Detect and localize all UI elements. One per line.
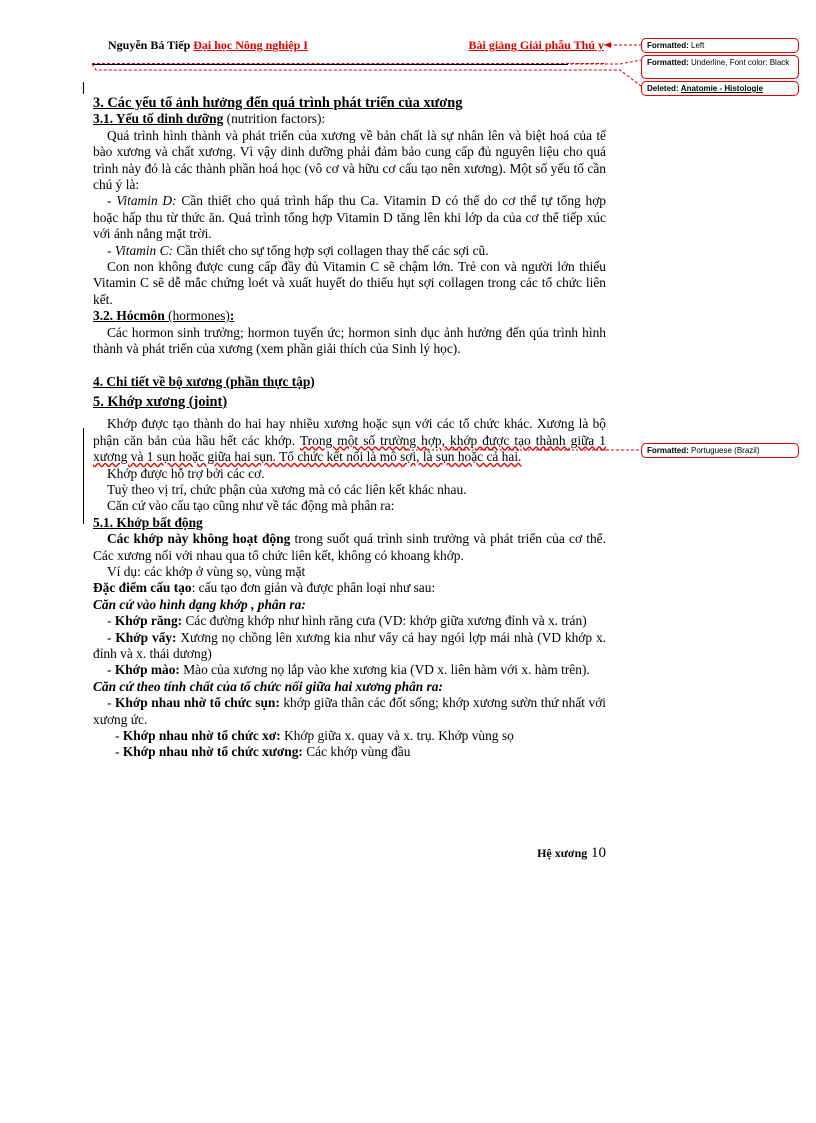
item-khop-xuong: - Khớp nhau nhờ tổ chức xương: Các khớp vùng đầu [115, 744, 411, 760]
header-author: Nguyễn Bá Tiếp [108, 38, 191, 52]
comment-balloon[interactable] [641, 81, 799, 96]
section-5-title: 5. Khớp xương (joint) [93, 393, 228, 410]
vitamin-d-label: Vitamin D: [116, 193, 177, 209]
section-3-title: 3. Các yếu tố ảnh hưởng đến quá trình phát triển của xương [93, 95, 463, 111]
fixed-joint-bold: Các khớp này không hoạt động [107, 531, 291, 547]
khop-sun-text: khớp giữa thân các đốt sống; khớp xương sườn thứ nhất với xương ức. [93, 695, 607, 727]
paragraph-vitamin-d: - Vitamin D: Cần thiết cho quá trình hấp thu Ca. Vitamin D có thể do cơ thể tự tổng hợp hoặc hấp thu từ thức ăn. Quá trình tổng hợp Vitamin D tăng lên khi lớp da của cơ thể tiếp xúc với ánh nắng mặt trời. [93, 193, 606, 242]
comment-text: Left [691, 41, 705, 50]
comment-label: Formatted: [647, 41, 689, 50]
section-3-2-title: 3.2. Hócmôn [93, 308, 165, 324]
comment-balloon[interactable] [641, 38, 799, 53]
vitamin-d-text: Cần thiết cho quá trình hấp thu Ca. Vitamin D có thể do cơ thể tự tổng hợp hoặc hấp thu từ thức ăn. Quá trình tổng hợp Vitamin D tăng lên khi lớp da của cơ thể tiếp xúc với ánh nắng mặt trời. [93, 193, 606, 242]
comment-balloon[interactable] [641, 443, 799, 458]
item-khop-mao: - Khớp mào: Mào của xương nọ lắp vào khe xương kia (VD x. liên hàm với x. hàm trên). [107, 662, 590, 678]
khop-mao-label: Khớp mào: [114, 662, 180, 678]
page-number: 10 [591, 845, 606, 861]
section-3-2-heading [93, 308, 606, 324]
spacer [93, 358, 606, 374]
paragraph: Tuỳ theo vị trí, chức phận của xương mà có các liên kết khác nhau. [107, 481, 467, 497]
footer-chapter: Hệ xương [537, 846, 588, 860]
comment-label: Formatted: [647, 446, 689, 455]
joint-intro-b: Trong một số trường hợp, khớp được tạo thành giữa 1 xương và 1 sụn hoặc giữa hai sụn. Tổ chức kết nối là mô sợi, là sụn hoặc cả hai. [93, 432, 607, 465]
khop-rang-label: Khớp răng: [114, 613, 183, 629]
khop-rang-text: Các đường khớp như hình răng cưa (VD: khớp giữa xương đỉnh và x. trán) [182, 613, 587, 629]
khop-xuong-text: Các khớp vùng đầu [302, 744, 411, 760]
section-5-1-title: 5.1. Khớp bất động [93, 514, 203, 530]
khop-xuong-label: Khớp nhau nhờ tổ chức xương: [122, 744, 303, 760]
khop-vay-text: Xương nọ chồng lên xương kia như vẩy cá hay ngói lợp mái nhà (VD khớp x. đỉnh và x. thái dương) [93, 629, 607, 661]
item-khop-vay: - Khớp vẩy: Xương nọ chồng lên xương kia như vẩy cá hay ngói lợp mái nhà (VD khớp x. đỉnh và x. thái dương) [93, 629, 607, 661]
shape-heading: Căn cứ vào hình dạng khớp , phân ra: [93, 596, 306, 612]
khop-sun-label: Khớp nhau nhờ tổ chức sụn: [115, 695, 280, 711]
paragraph: Ví dụ: các khớp ở vùng sọ, vùng mặt [107, 563, 306, 579]
paragraph-features [93, 580, 606, 596]
item-khop-xo: - Khớp nhau nhờ tổ chức xơ: Khớp giữa x. quay và x. trụ. Khớp vùng sọ [115, 728, 514, 744]
features-text: : cấu tạo đơn giản và được phân loại như sau: [191, 580, 436, 596]
khop-xo-label: Khớp nhau nhờ tổ chức xơ: [122, 728, 281, 744]
paragraph-fixed-joint [93, 531, 606, 564]
khop-vay-label: Khớp vẩy: [115, 629, 177, 645]
tissue-heading: Căn cứ theo tính chất của tổ chức nối giữa hai xương phân ra: [93, 678, 443, 694]
comment-label: Formatted: [647, 58, 689, 67]
page-footer [520, 845, 606, 862]
section-3-1-title: 3.1. Yếu tố dinh dưỡng [93, 111, 224, 127]
header-university: Đại học Nông nghiệp I [193, 38, 308, 52]
comment-label: Deleted: [647, 84, 679, 93]
fixed-joint-text: trong suốt quá trình sinh trưởng và phát triển của cơ thể. Các xương nối với nhau qua tổ chức liên kết, không có khoang khớp. [93, 531, 606, 563]
item-khop-rang: - Khớp răng: Các đường khớp như hình răng cưa (VD: khớp giữa xương đỉnh và x. trán) [107, 613, 587, 629]
paragraph: Căn cứ vào cấu tạo cũng như về tác động mà phân ra: [107, 498, 395, 514]
header-course: Bài giảng Giải phẫu Thú y [468, 38, 604, 52]
comment-balloon[interactable] [641, 55, 799, 79]
item-khop-sun: - Khớp nhau nhờ tổ chức sụn: khớp giữa thân các đốt sống; khớp xương sườn thứ nhất với xương ức. [93, 695, 607, 727]
joint-intro-a: Khớp được tạo thành do hai hay nhiều xương hoặc sụn với các tổ chức khác. Xương là bộ phận căn bản của hầu hết các khớp. [93, 416, 606, 448]
paragraph: Quá trình hình thành và phát triển của xương về bản chất là sự nhân lên và biệt hoá của tế bào xương và chất xương. Vì vậy dinh dưỡng phải đảm bảo cung cấp đủ nguyên liệu cho quá trình này đó là các thành phần hoá học (vô cơ và hữu cơ cấu tạo nên xương). Một số yếu tố cần chú ý là: [93, 127, 606, 193]
khop-mao-text: Mào của xương nọ lắp vào khe xương kia (VD x. liên hàm với x. hàm trên). [179, 662, 590, 678]
paragraph: Khớp được hỗ trợ bởi các cơ. [107, 465, 265, 481]
section-4-title: 4. Chi tiết về bộ xương (phần thực tập) [93, 373, 315, 389]
section-3-2-english: (hormones) [164, 308, 230, 324]
comment-text: Underline, Font color: Black [691, 58, 790, 67]
khop-xo-text: Khớp giữa x. quay và x. trụ. Khớp vùng sọ [280, 728, 514, 744]
paragraph: Các hormon sinh trưởng; hormon tuyến ức; hormon sinh dục ảnh hưởng đến qúa trình hình thành và phát triển của xương (xem phần giải thích của Sinh lý học). [93, 324, 606, 357]
comment-text: Portuguese (Brazil) [691, 446, 760, 455]
vitamin-c-label: Vitamin C: [114, 242, 173, 258]
paragraph-joint-intro [93, 416, 606, 465]
comment-text: Anatomie - Histologie [680, 84, 764, 93]
section-3-1-heading [93, 111, 606, 127]
document-body [93, 95, 606, 761]
paragraph: Con non không được cung cấp đầy đủ Vitamin C sẽ chậm lớn. Trẻ con và người lớn thiếu Vitamin C sẽ dễ mắc chứng loét và xuất huyết do thiếu hụt sợi collagen trong các tổ chức liên kết. [93, 259, 606, 307]
paragraph-vitamin-c: - Vitamin C: Cần thiết cho sự tổng hợp sợi collagen thay thế các sợi cũ. [107, 242, 489, 258]
features-label: Đặc điểm cấu tạo [93, 580, 192, 596]
section-3-2-colon: : [229, 308, 235, 324]
section-3-1-english: (nutrition factors): [223, 111, 326, 127]
vitamin-c-text: Cần thiết cho sự tổng hợp sợi collagen thay thế các sợi cũ. [172, 242, 489, 258]
